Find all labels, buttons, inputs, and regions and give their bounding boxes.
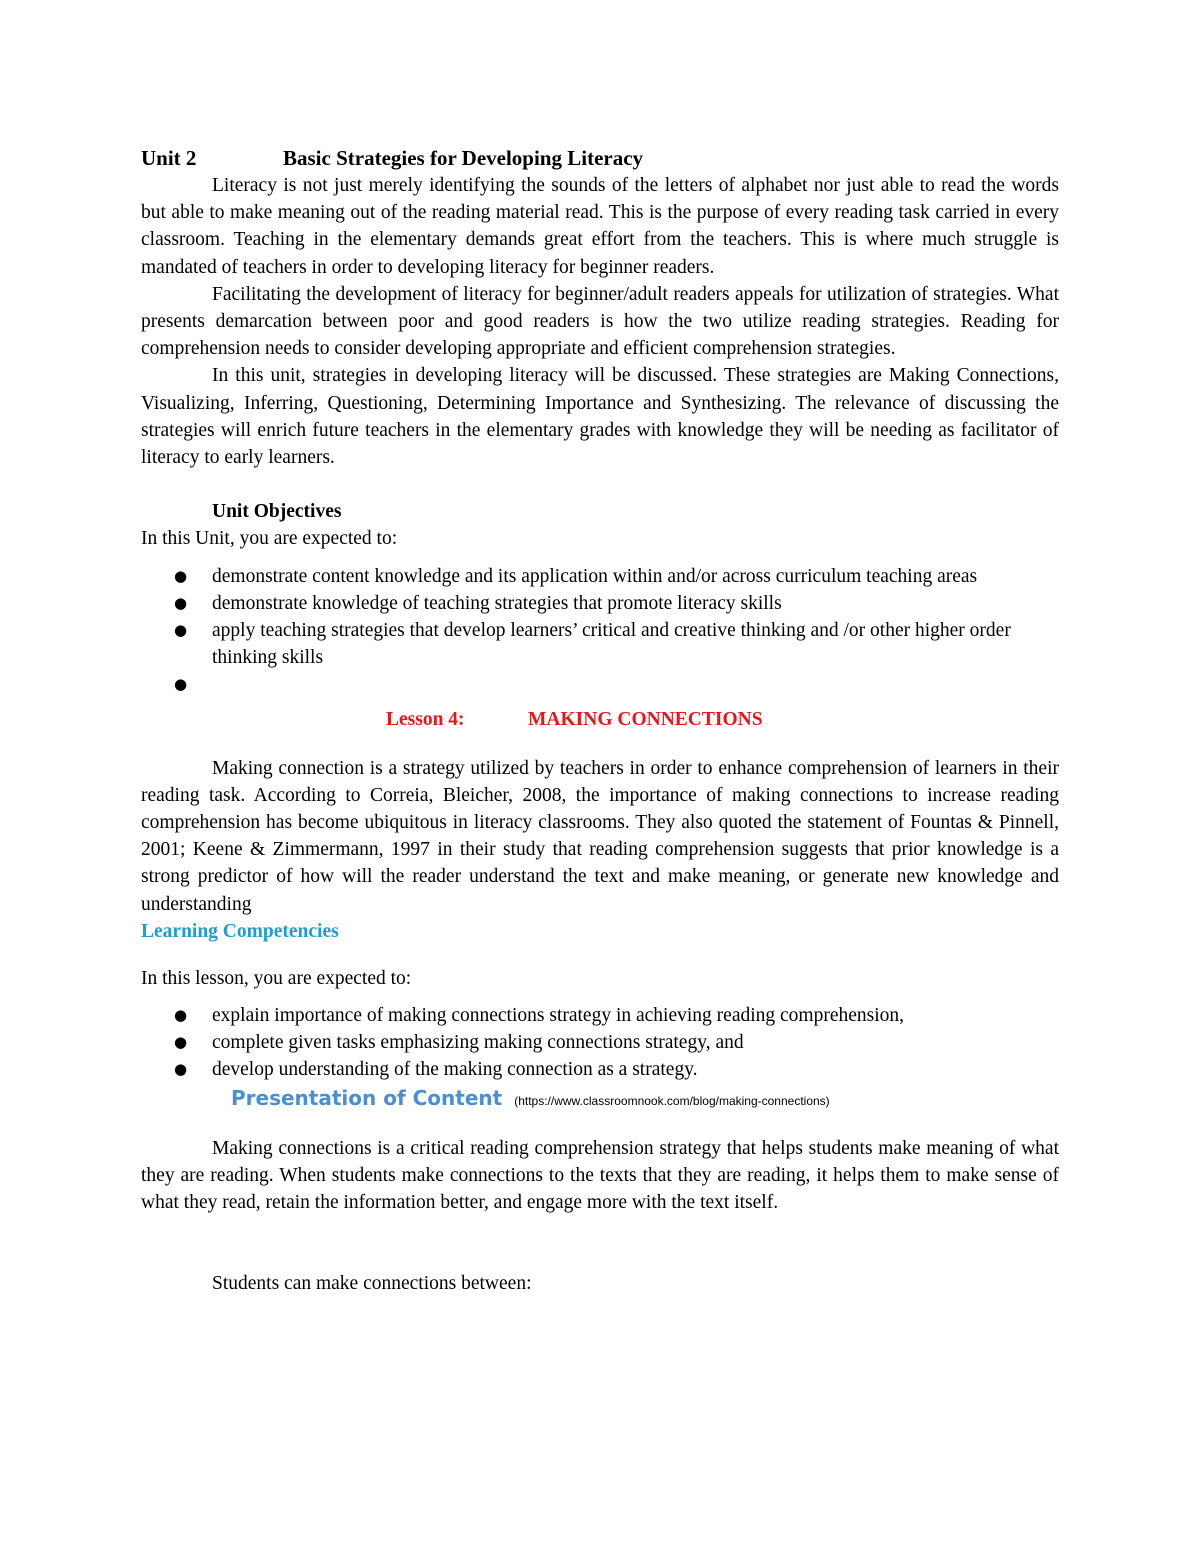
list-item-text xyxy=(212,674,217,695)
unit-number: Unit 2 xyxy=(141,146,197,170)
bullet-dot-icon: ● xyxy=(174,1033,188,1052)
students-line: Students can make connections between: xyxy=(212,1273,532,1295)
lesson-paragraph: Making connection is a strategy utilized by teachers in order to enhance comprehension of learners in their reading task. According to Correia, Bleicher, 2008, the importance of making connections to increase reading comprehension has become ubiquitous in literacy classrooms. They also quoted the statement of Fountas & Pinnell, 2001; Keene & Zimmermann, 1997 in their study that reading comprehension suggests that prior knowledge is a strong predictor of how will the reader understand the text and make meaning, or generate new knowledge and understanding xyxy=(141,757,1059,915)
list-item xyxy=(141,1056,1059,1083)
list-item xyxy=(141,1029,1059,1056)
list-item xyxy=(141,1002,1059,1029)
bullet-dot-icon: ● xyxy=(174,1060,188,1079)
lesson-number: Lesson 4: xyxy=(386,708,465,730)
bullet-dot-icon: ● xyxy=(174,593,188,612)
list-item-text: explain importance of making connections strategy in achieving reading comprehension, xyxy=(212,1005,905,1027)
bullet-dot-icon: ● xyxy=(174,675,188,694)
bullet-dot-icon: ● xyxy=(174,1006,188,1025)
list-item xyxy=(141,617,1059,671)
list-item-text: complete given tasks emphasizing making connections strategy, and xyxy=(212,1032,744,1054)
list-item-text: develop understanding of the making connection as a strategy. xyxy=(212,1059,698,1081)
intro-paragraph: Facilitating the development of literacy for beginner/adult readers appeals for utilization of strategies. What presents demarcation between poor and good readers is how the two utilize reading strategies. Reading for comprehension needs to consider developing appropriate and efficient comprehension strategies. xyxy=(141,283,1059,360)
lesson-title xyxy=(386,705,1059,735)
intro-paragraph: In this unit, strategies in developing literacy will be discussed. These strategies are Making Connections, Visualizing, Inferring, Questioning, Determining Importance and Synthesizing. The relevance of discussing the strategies will enrich future teachers in the elementary grades with knowledge they will be needing as facilitator of literacy to early learners. xyxy=(141,365,1059,469)
unit-objectives-title: Unit Objectives xyxy=(212,501,342,523)
bullet-dot-icon: ● xyxy=(174,566,188,585)
list-item xyxy=(141,671,1059,698)
learning-competencies-intro: In this lesson, you are expected to: xyxy=(141,967,412,989)
list-item xyxy=(141,590,1059,617)
content-paragraph: Making connections is a critical reading comprehension strategy that helps students make meaning of what they are reading. When students make connections to the texts that they are reading, it helps them to make sense of what they read, retain the information better, and engage more with the text itself. xyxy=(141,1137,1059,1214)
unit-objectives-intro: In this Unit, you are expected to: xyxy=(141,528,398,550)
list-item xyxy=(141,563,1059,590)
unit-title: Basic Strategies for Developing Literacy xyxy=(283,146,644,170)
unit-heading xyxy=(141,144,1059,172)
document-page xyxy=(141,144,1059,1298)
bullet-dot-icon: ● xyxy=(174,621,188,640)
learning-competencies-title: Learning Competencies xyxy=(141,920,339,942)
presentation-title: Presentation of Content xyxy=(231,1085,503,1110)
presentation-heading xyxy=(231,1084,1059,1115)
list-item-text: demonstrate content knowledge and its application within and/or across curriculum teaching areas xyxy=(212,565,978,587)
unit-objectives-list xyxy=(141,563,1059,699)
learning-competencies-list xyxy=(141,1002,1059,1084)
list-item-text: demonstrate knowledge of teaching strategies that promote literacy skills xyxy=(212,592,782,614)
list-item-text: apply teaching strategies that develop learners’ critical and creative thinking and /or other higher order thinking skills xyxy=(212,620,1011,669)
lesson-name: MAKING CONNECTIONS xyxy=(528,708,763,730)
presentation-source-link[interactable]: (https://www.classroomnook.com/blog/making-connections) xyxy=(514,1093,830,1108)
intro-paragraph: Literacy is not just merely identifying the sounds of the letters of alphabet nor just able to read the words but able to make meaning out of the reading material read. This is the purpose of every reading task carried in every classroom. Teaching in the elementary demands great effort from the teachers. This is where much struggle is mandated of teachers in order to developing literacy for beginner readers. xyxy=(141,175,1059,278)
